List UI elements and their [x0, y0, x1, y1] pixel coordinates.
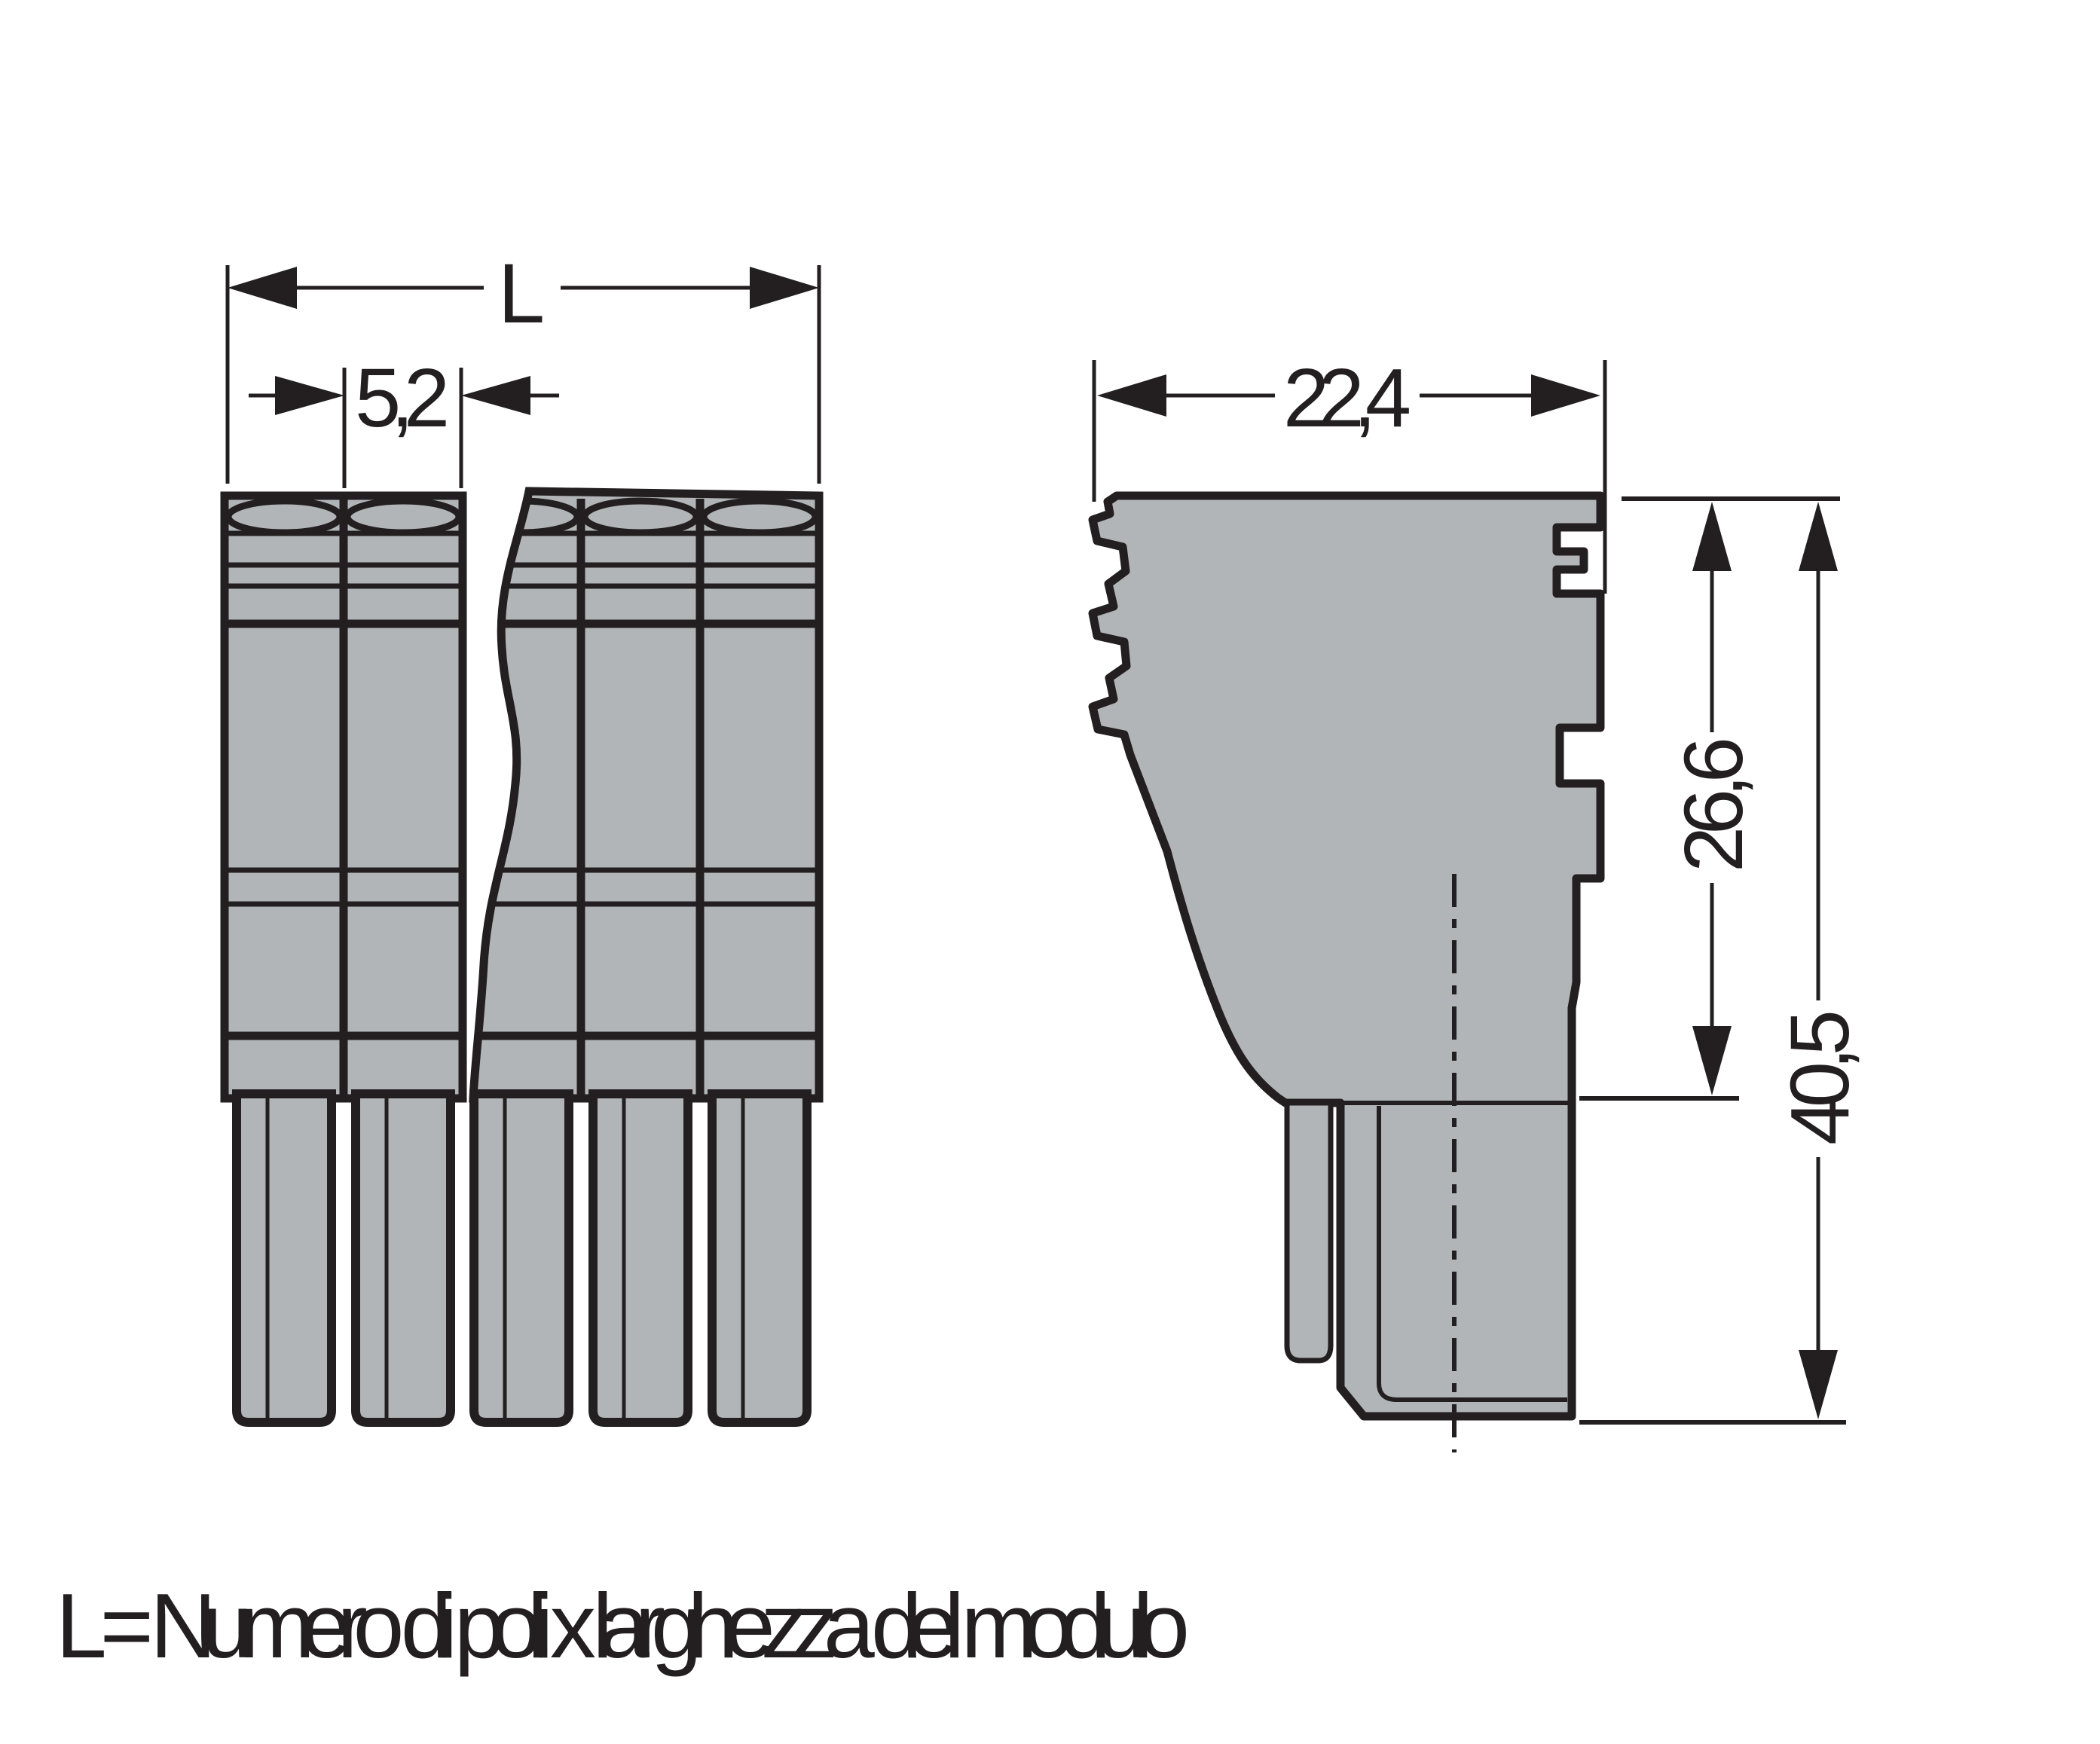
dimension-label-26-6: 26,6 — [1667, 737, 1760, 872]
arrowhead-down — [1692, 1026, 1732, 1095]
dimension-label-40-5: 40,5 — [1774, 1009, 1866, 1145]
dimension-label-22-4: 22,4 — [1283, 352, 1411, 444]
dimension-pole-pitch — [249, 352, 559, 488]
arrowhead-left — [1097, 374, 1166, 417]
dimension-total-height — [1579, 502, 1866, 1422]
arrowhead-up — [1799, 502, 1838, 571]
dimension-label-5-2: 5,2 — [355, 352, 450, 444]
leg — [712, 1094, 807, 1422]
front-legs — [237, 1094, 807, 1422]
arrowhead-up — [1692, 502, 1732, 571]
leg — [593, 1094, 688, 1422]
side-strip — [1287, 1103, 1331, 1361]
arrowhead-right — [1531, 374, 1600, 417]
front-view — [225, 491, 819, 1422]
arrowhead-right — [275, 376, 344, 415]
leg — [237, 1094, 332, 1422]
dimension-housing-height — [1579, 499, 1840, 1098]
caption-formula: L = Numero di poli x larghezza del modulo — [56, 1574, 1190, 1677]
front-body-segment-right — [473, 491, 819, 1098]
dimension-total-width-L — [228, 246, 819, 484]
arrowhead-left — [461, 376, 530, 415]
leg — [356, 1094, 451, 1422]
arrowhead-left — [228, 267, 297, 309]
side-profile-body — [1093, 496, 1600, 1416]
side-view — [1093, 496, 1600, 1452]
leg — [474, 1094, 569, 1422]
arrowhead-right — [750, 267, 819, 309]
arrowhead-down — [1799, 1350, 1838, 1419]
dimension-label-L: L — [497, 246, 546, 341]
